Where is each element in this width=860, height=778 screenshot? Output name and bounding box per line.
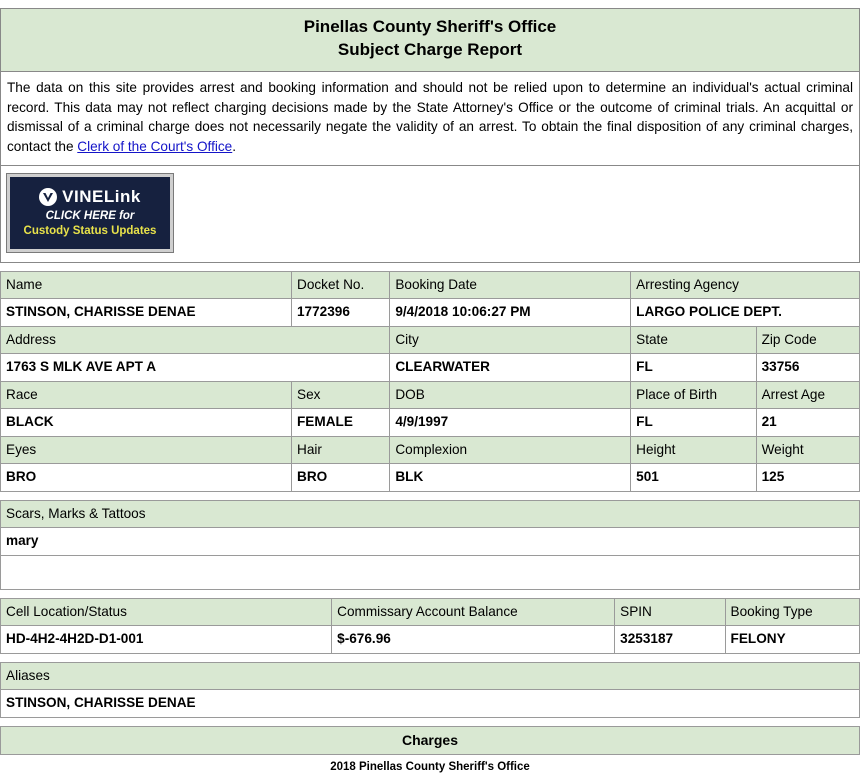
- label-weight: Weight: [756, 436, 859, 463]
- label-aliases: Aliases: [1, 662, 860, 689]
- value-dob: 4/9/1997: [390, 408, 631, 436]
- value-address: 1763 S MLK AVE APT A: [1, 353, 390, 381]
- label-height: Height: [631, 436, 756, 463]
- table-row: [1, 436, 860, 463]
- vinelink-click-here: CLICK HERE for: [45, 210, 135, 223]
- value-eyes: BRO: [1, 463, 292, 491]
- label-docket-no: Docket No.: [292, 271, 390, 298]
- value-cell-location: HD-4H2-4H2D-D1-001: [1, 625, 332, 653]
- label-race: Race: [1, 381, 292, 408]
- value-booking-type: FELONY: [725, 625, 859, 653]
- label-name: Name: [1, 271, 292, 298]
- table-row: [1, 463, 860, 491]
- label-eyes: Eyes: [1, 436, 292, 463]
- value-commissary-balance: $-676.96: [332, 625, 615, 653]
- subject-details-table: [0, 271, 860, 492]
- value-weight: 125: [756, 463, 859, 491]
- aliases-table: [0, 662, 860, 718]
- label-sex: Sex: [292, 381, 390, 408]
- marks-blank-row: [1, 555, 860, 589]
- page-title: [0, 8, 860, 72]
- label-booking-date: Booking Date: [390, 271, 631, 298]
- booking-table: [0, 598, 860, 654]
- value-name: STINSON, CHARISSE DENAE: [1, 298, 292, 326]
- table-row: [1, 500, 860, 527]
- report-title: Subject Charge Report: [337, 39, 523, 59]
- vine-logo-icon: [39, 188, 57, 206]
- value-arresting-agency: LARGO POLICE DEPT.: [631, 298, 860, 326]
- table-row: [1, 598, 860, 625]
- vinelink-wordmark: VINELink: [62, 187, 141, 207]
- value-booking-date: 9/4/2018 10:06:27 PM: [390, 298, 631, 326]
- label-complexion: Complexion: [390, 436, 631, 463]
- table-row: [1, 662, 860, 689]
- table-row: [1, 353, 860, 381]
- disclaimer-part2: .: [232, 138, 237, 154]
- table-row: [1, 689, 860, 717]
- label-address: Address: [1, 326, 390, 353]
- label-state: State: [631, 326, 756, 353]
- value-hair: BRO: [292, 463, 390, 491]
- value-complexion: BLK: [390, 463, 631, 491]
- label-commissary-balance: Commissary Account Balance: [332, 598, 615, 625]
- value-height: 501: [631, 463, 756, 491]
- value-place-of-birth: FL: [631, 408, 756, 436]
- disclaimer-text: [0, 72, 860, 166]
- table-row: [1, 298, 860, 326]
- value-scars-marks-tattoos: mary: [1, 527, 860, 555]
- vinelink-sub-label: Custody Status Updates: [23, 224, 157, 237]
- disclaimer-part1: The data on this site provides arrest and booking information and should not be relied upon to determine an individual's actual criminal record. This data may not reflect charging decisions made by the State Attorney's Office or the outcome of criminal trials. An acquittal or dismissal of a criminal charge does not necessarily negate the validity of an arrest. To obtain the final disposition of any criminal charges, contact the: [7, 79, 853, 154]
- table-row: [1, 527, 860, 555]
- value-spin: 3253187: [615, 625, 725, 653]
- label-cell-location: Cell Location/Status: [1, 598, 332, 625]
- value-docket-no: 1772396: [292, 298, 390, 326]
- subject-details-section: [0, 271, 860, 492]
- label-place-of-birth: Place of Birth: [631, 381, 756, 408]
- table-row: [1, 408, 860, 436]
- agency-title: Pinellas County Sheriff's Office: [303, 17, 557, 36]
- value-state: FL: [631, 353, 756, 381]
- table-row: [1, 326, 860, 353]
- table-row: [1, 555, 860, 589]
- table-row: [1, 381, 860, 408]
- label-dob: DOB: [390, 381, 631, 408]
- aliases-section: [0, 662, 860, 718]
- booking-section: [0, 598, 860, 654]
- value-zip-code: 33756: [756, 353, 859, 381]
- value-alias-1: STINSON, CHARISSE DENAE: [1, 689, 860, 717]
- vinelink-brand: [39, 187, 141, 207]
- label-zip-code: Zip Code: [756, 326, 859, 353]
- vinelink-button[interactable]: [7, 174, 173, 252]
- clerk-of-court-link[interactable]: Clerk of the Court's Office: [77, 138, 233, 154]
- label-booking-type: Booking Type: [725, 598, 859, 625]
- label-hair: Hair: [292, 436, 390, 463]
- label-spin: SPIN: [615, 598, 725, 625]
- label-arrest-age: Arrest Age: [756, 381, 859, 408]
- table-row: [1, 271, 860, 298]
- label-city: City: [390, 326, 631, 353]
- value-arrest-age: 21: [756, 408, 859, 436]
- vinelink-section: [0, 166, 860, 263]
- value-sex: FEMALE: [292, 408, 390, 436]
- marks-section: [0, 500, 860, 590]
- label-arresting-agency: Arresting Agency: [631, 271, 860, 298]
- label-scars-marks-tattoos: Scars, Marks & Tattoos: [1, 500, 860, 527]
- table-row: [1, 625, 860, 653]
- charges-heading: Charges: [0, 726, 860, 755]
- value-city: CLEARWATER: [390, 353, 631, 381]
- marks-table: [0, 500, 860, 590]
- value-race: BLACK: [1, 408, 292, 436]
- page-footer: 2018 Pinellas County Sheriff's Office: [330, 760, 530, 773]
